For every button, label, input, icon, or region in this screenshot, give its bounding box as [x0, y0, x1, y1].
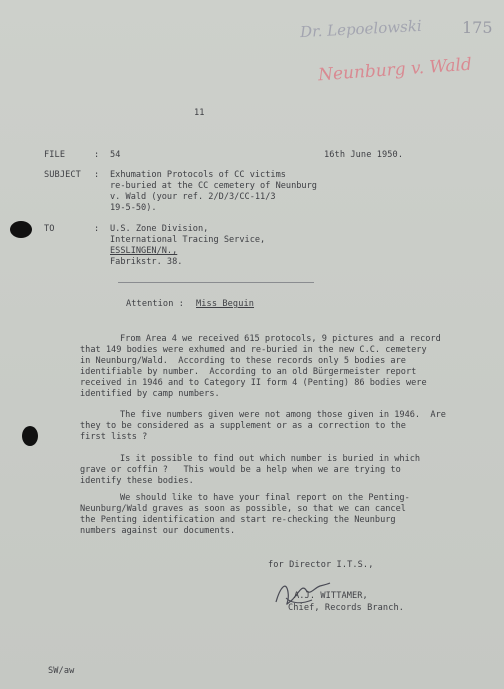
- subject-line: 19-5-50).: [110, 203, 157, 213]
- file-number: 54: [110, 150, 121, 160]
- attention-name: Miss Beguin: [196, 299, 255, 309]
- address-line: ESSLINGEN/N.,: [110, 246, 178, 256]
- subject-line: Exhumation Protocols of CC victims: [110, 170, 286, 180]
- page-marker: 11: [194, 108, 205, 118]
- body-line: identifiable by number. According to an old Bürgermeister report: [80, 367, 417, 377]
- body-line: in Neunburg/Wald. According to these records only 5 bodies are: [80, 356, 406, 366]
- address-line: U.S. Zone Division,: [110, 224, 209, 234]
- letter-date: 16th June 1950.: [324, 150, 404, 160]
- body-line: numbers against our documents.: [80, 526, 236, 536]
- signature-for-line: for Director I.T.S.,: [268, 560, 374, 570]
- body-line: From Area 4 we received 615 protocols, 9 pictures and a record: [120, 334, 441, 344]
- address-line: International Tracing Service,: [110, 235, 266, 245]
- body-line: identify these bodies.: [80, 476, 194, 486]
- handwritten-name: Dr. Lepoelowski: [299, 16, 423, 42]
- typist-initials: SW/aw: [48, 666, 75, 676]
- recipient-address: [110, 224, 265, 268]
- attention-label: Attention :: [126, 299, 185, 309]
- signatory-name: A.J. WITTAMER,: [294, 591, 368, 601]
- body-line: grave or coffin ? This would be a help when we are trying to: [80, 465, 401, 475]
- header-divider: [118, 282, 314, 283]
- handwritten-red-note: Neunburg v. Wald: [317, 54, 473, 86]
- body-line: Neunburg/Wald graves as soon as possible, so that we can cancel: [80, 504, 406, 514]
- body-line: they to be considered as a supplement or as a correction to the: [80, 421, 406, 431]
- subject-line: re-buried at the CC cemetery of Neunburg: [110, 181, 317, 191]
- body-line: first lists ?: [80, 432, 148, 442]
- body-line: identified by camp numbers.: [80, 389, 220, 399]
- body-line: received in 1946 and to Category II form 4 (Penting) 86 bodies were: [80, 378, 427, 388]
- subject-label: SUBJECT: [44, 170, 81, 180]
- address-line: Fabrikstr. 38.: [110, 257, 183, 267]
- body-line: The five numbers given were not among those given in 1946. Are: [120, 410, 446, 420]
- body-paragraph-2: [80, 410, 446, 443]
- subject-text: [110, 170, 317, 214]
- body-paragraph-4: [80, 493, 410, 537]
- body-line: the Penting identification and start re-checking the Neunburg: [80, 515, 396, 525]
- handwritten-page-number: 175: [462, 18, 493, 37]
- subject-line: v. Wald (your ref. 2/D/3/CC-11/3: [110, 192, 276, 202]
- body-paragraph-3: [80, 454, 420, 487]
- file-separator: :: [94, 150, 100, 160]
- punch-hole-top: [10, 221, 32, 238]
- body-line: that 149 bodies were exhumed and re-buried in the new C.C. cemetery: [80, 345, 427, 355]
- to-separator: :: [94, 224, 100, 234]
- subject-separator: :: [94, 170, 100, 180]
- punch-hole-bottom: [22, 426, 38, 446]
- body-line: Is it possible to find out which number is buried in which: [120, 454, 421, 464]
- to-label: TO: [44, 224, 55, 234]
- file-label: FILE: [44, 150, 66, 160]
- body-paragraph-1: [80, 334, 441, 400]
- signatory-title: Chief, Records Branch.: [288, 603, 405, 613]
- body-line: We should like to have your final report on the Penting-: [120, 493, 410, 503]
